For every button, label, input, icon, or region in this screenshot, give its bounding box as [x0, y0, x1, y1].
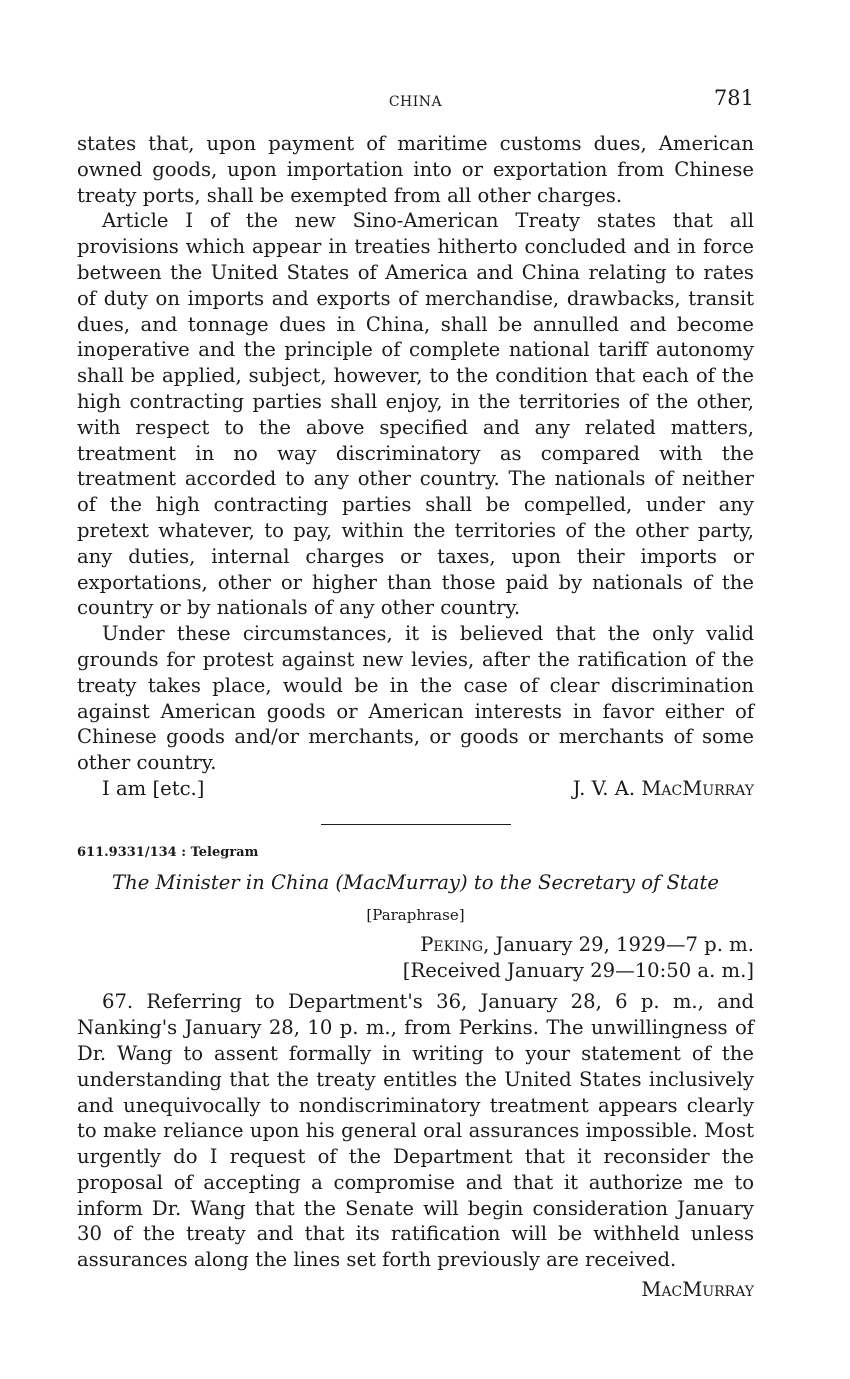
- letter-closing: I am [etc.]: [102, 776, 205, 800]
- telegram-date: , January 29, 1929—7 p. m.: [483, 932, 754, 956]
- running-header: [77, 84, 754, 114]
- letter-paragraph-continued: states that, upon payment of maritime customs dues, American owned goods, upon importation into or exportation from Chinese treaty ports, shall be exempted from all other charges.: [77, 132, 754, 207]
- letter-closing-line: [77, 776, 754, 802]
- section-divider: [321, 824, 511, 825]
- running-title: CHINA: [388, 94, 443, 110]
- paraphrase-note: [Paraphrase]: [366, 905, 465, 924]
- letter-signature: J. V. A. MacMurray: [572, 776, 754, 800]
- telegram-received: [Received January 29—10:50 a. m.]: [402, 958, 754, 982]
- telegram-title: The Minister in China (MacMurray) to the Secretary of State: [112, 870, 719, 894]
- page-number: 781: [713, 86, 754, 110]
- file-number: 611.9331/134 : Telegram: [77, 844, 259, 860]
- letter-paragraph-article-one: Article I of the new Sino-American Treaty states that all provisions which appear in treaties hitherto concluded and in force between the United States of America and China relating to rates of duty on imports and exports of merchandise, drawbacks, transit dues, and tonnage dues in China, shall be annulled and become inoperative and the principle of complete national tariff autonomy shall be applied, subject, however, to the condition that each of the high contracting parties shall enjoy, in the territories of the other, with respect to the above specified and any related matters, treatment in no way discriminatory as compared with the treatment accorded to any other country. The nationals of neither of the high contracting parties shall be compelled, under any pretext whatever, to pay, within the territories of the other party, any duties, internal charges or taxes, upon their imports or exportations, other or higher than those paid by nationals of the country or by nationals of any other country.: [77, 209, 754, 620]
- document-page: [77, 84, 754, 1303]
- letter-paragraph-circumstances: Under these circumstances, it is believed that the only valid grounds for protest against new levies, after the ratification of the treaty takes place, would be in the case of clear discrimination against American goods or American interests in favor either of Chinese goods and/or merchants, or goods or merchants of some other country.: [77, 622, 754, 775]
- telegram-place: Peking: [420, 932, 484, 956]
- telegram-dateline: [77, 932, 754, 958]
- telegram-signature: MacMurray: [641, 1278, 754, 1302]
- telegram-body: 67. Referring to Department's 36, January 28, 6 p. m., and Nanking's January 28, 10 p. m., from Perkins. The unwillingness of Dr. Wang to assent formally in writing to your statement of the understanding that the treaty entitles the United States inclusively and unequivocally to nondiscriminatory treatment appears clearly to make reliance upon his general oral assurances impossible. Most urgently do I request of the Department that it reconsider the proposal of accepting a compromise and that it authorize me to inform Dr. Wang that the Senate will begin consideration January 30 of the treaty and that its ratification will be withheld unless assurances along the lines set forth previously are received.: [77, 990, 754, 1272]
